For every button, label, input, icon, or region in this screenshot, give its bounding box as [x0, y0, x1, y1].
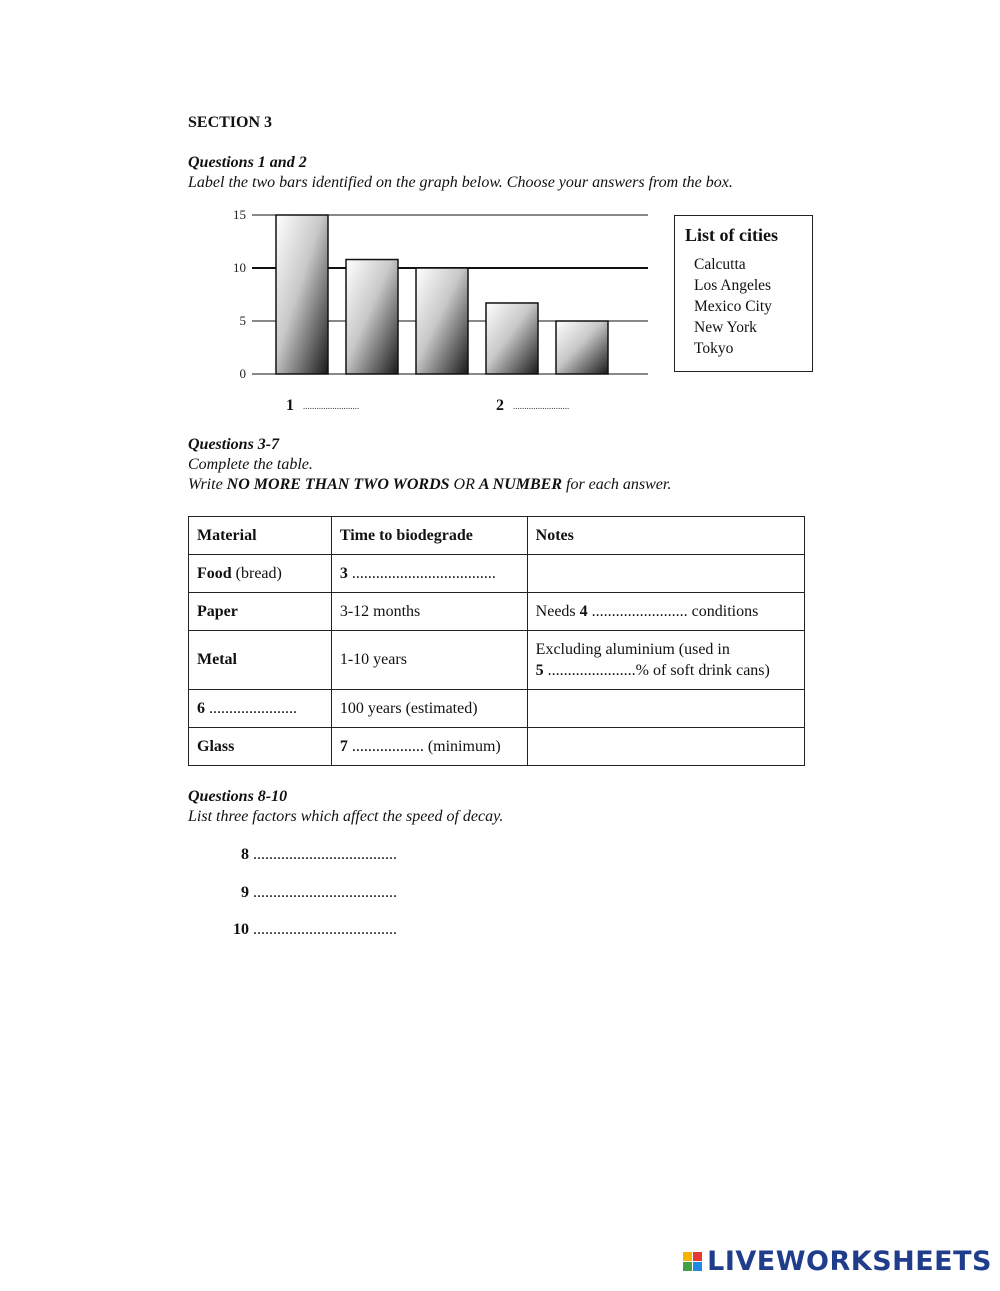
header-time: Time to biodegrade: [331, 517, 527, 555]
cell-time: 3-12 months: [331, 593, 527, 631]
table-row-six: [189, 690, 805, 728]
y-tick-label: 0: [239, 366, 246, 381]
y-tick-label: 10: [233, 260, 246, 275]
biodegrade-table: [188, 516, 805, 766]
answer-9-field[interactable]: 9 ....................................: [241, 884, 397, 901]
bar-3: [416, 268, 468, 374]
answer-4-field[interactable]: Needs 4 ........................ conditions: [527, 593, 804, 631]
bar-5: [556, 321, 608, 374]
q8-10-heading: Questions 8-10: [188, 788, 288, 805]
city-item: Los Angeles: [694, 277, 772, 294]
city-item: Calcutta: [694, 256, 746, 273]
city-item: Mexico City: [694, 298, 772, 315]
bar-label-2: 2: [496, 397, 504, 414]
answer-8-field[interactable]: 8 ....................................: [241, 846, 397, 863]
table-row-metal: [189, 631, 805, 690]
q3-7-heading: Questions 3-7: [188, 436, 280, 453]
cell-notes: [527, 690, 804, 728]
city-list-title: List of cities: [685, 225, 778, 245]
city-list-box: [674, 215, 813, 372]
q8-10-instruction: List three factors which affect the speed of decay.: [188, 808, 504, 825]
bar-2: [346, 260, 398, 374]
chart-x-labels: [286, 397, 569, 414]
logo-cubes-icon: [683, 1252, 702, 1271]
chart-y-ticks: [233, 207, 246, 381]
cell-material: Metal: [189, 631, 332, 690]
table-row-paper: [189, 593, 805, 631]
header-material: Material: [189, 517, 332, 555]
answer-5-field[interactable]: Excluding aluminium (used in 5 ......................% of soft drink cans): [527, 631, 804, 690]
table-header-row: [189, 517, 805, 555]
q3-7-instruction-2: Write NO MORE THAN TWO WORDS OR A NUMBER for each answer.: [188, 476, 672, 493]
city-item: New York: [694, 319, 757, 336]
answer-3-field[interactable]: 3 ....................................: [331, 555, 527, 593]
y-tick-label: 15: [233, 207, 246, 222]
city-list: [685, 254, 802, 359]
liveworksheets-logo: [683, 1246, 992, 1277]
bar-4: [486, 303, 538, 374]
q1-2-instruction: Label the two bars identified on the graph below. Choose your answers from the box.: [188, 174, 733, 191]
q1-2-heading: Questions 1 and 2: [188, 154, 307, 171]
table-row-food: [189, 555, 805, 593]
bar-label-1: 1: [286, 397, 294, 414]
table-row-glass: [189, 728, 805, 766]
answer-6-field[interactable]: 6 ......................: [189, 690, 332, 728]
q3-7-instruction-1: Complete the table.: [188, 456, 313, 473]
brand-name: LIVEWORKSHEETS: [707, 1246, 992, 1277]
header-notes: Notes: [527, 517, 804, 555]
section-title: SECTION 3: [188, 114, 273, 131]
y-tick-label: 5: [239, 313, 246, 328]
cell-notes: [527, 555, 804, 593]
cell-time: 100 years (estimated): [331, 690, 527, 728]
city-item: Tokyo: [694, 340, 734, 357]
answer-2-blank[interactable]: .........................: [513, 401, 570, 411]
chart-bars: [276, 215, 608, 374]
bar-chart: [220, 200, 660, 430]
cell-time: 1-10 years: [331, 631, 527, 690]
cell-notes: [527, 728, 804, 766]
answer-10-field[interactable]: 10 ....................................: [233, 921, 397, 938]
cell-material: Glass: [189, 728, 332, 766]
bar-1: [276, 215, 328, 374]
cell-material: Paper: [189, 593, 332, 631]
cell-material: Food (bread): [189, 555, 332, 593]
answer-1-blank[interactable]: .........................: [303, 401, 360, 411]
answer-7-field[interactable]: 7 .................. (minimum): [331, 728, 527, 766]
